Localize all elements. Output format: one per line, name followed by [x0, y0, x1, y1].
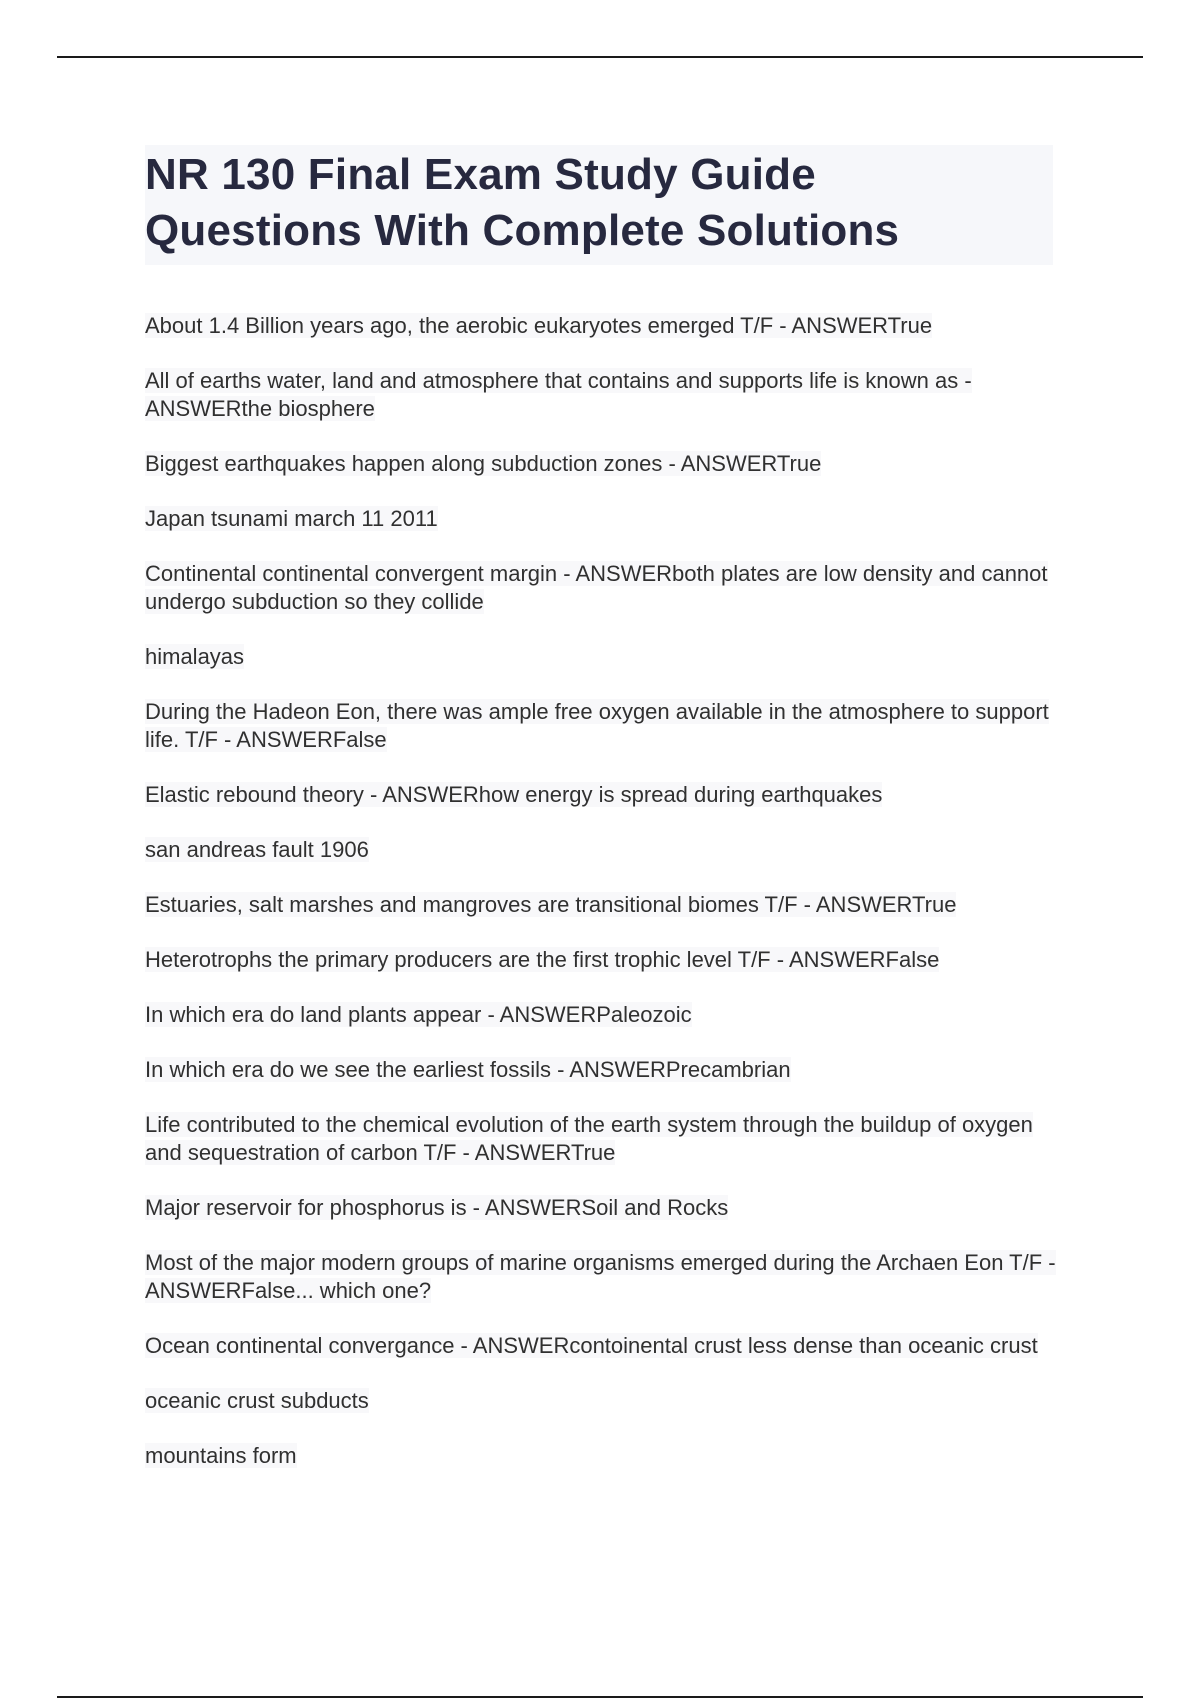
list-item: [145, 1001, 1065, 1029]
list-item: [145, 1442, 1065, 1470]
question-text: About 1.4 Billion years ago, the aerobic eukaryotes emerged T/F - ANSWERTrue: [145, 313, 933, 338]
question-text: san andreas fault 1906: [145, 837, 369, 862]
title-line-2: Questions With Complete Solutions: [145, 206, 900, 255]
question-text: Continental continental convergent margin - ANSWERboth plates are low density and cannot undergo subduction so they collide: [145, 561, 1048, 614]
question-text: Ocean continental convergance - ANSWERcontoinental crust less dense than oceanic crust: [145, 1333, 1038, 1358]
question-text: Major reservoir for phosphorus is - ANSWERSoil and Rocks: [145, 1195, 729, 1220]
list-item: [145, 1111, 1065, 1167]
question-text: oceanic crust subducts: [145, 1388, 369, 1413]
top-rule: [57, 56, 1143, 58]
question-text: Elastic rebound theory - ANSWERhow energy is spread during earthquakes: [145, 782, 883, 807]
question-text: Life contributed to the chemical evolution of the earth system through the buildup of oxygen and sequestration of carbon T/F - ANSWERTrue: [145, 1112, 1033, 1165]
question-text: Most of the major modern groups of marine organisms emerged during the Archaen Eon T/F - ANSWERFalse... which one?: [145, 1250, 1056, 1303]
question-text: In which era do land plants appear - ANSWERPaleozoic: [145, 1002, 692, 1027]
list-item: [145, 1332, 1065, 1360]
question-text: himalayas: [145, 644, 245, 669]
list-item: [145, 643, 1065, 671]
question-text: mountains form: [145, 1443, 297, 1468]
list-item: [145, 946, 1065, 974]
list-item: [145, 505, 1065, 533]
list-item: [145, 450, 1065, 478]
question-text: All of earths water, land and atmosphere that contains and supports life is known as - ANSWERthe biosphere: [145, 368, 972, 421]
list-item: [145, 698, 1065, 754]
list-item: [145, 367, 1065, 423]
title-line-1: NR 130 Final Exam Study Guide: [145, 150, 816, 199]
list-item: [145, 836, 1065, 864]
question-text: Estuaries, salt marshes and mangroves are transitional biomes T/F - ANSWERTrue: [145, 892, 957, 917]
list-item: [145, 560, 1065, 616]
list-item: [145, 1056, 1065, 1084]
question-text: Japan tsunami march 11 2011: [145, 506, 438, 531]
list-item: [145, 1387, 1065, 1415]
list-item: [145, 781, 1065, 809]
list-item: [145, 1194, 1065, 1222]
list-item: [145, 312, 1065, 340]
bottom-rule: [57, 1696, 1143, 1698]
question-text: In which era do we see the earliest fossils - ANSWERPrecambrian: [145, 1057, 791, 1082]
page-title: [145, 145, 1053, 265]
question-text: Biggest earthquakes happen along subduction zones - ANSWERTrue: [145, 451, 822, 476]
question-list: [145, 312, 1065, 1497]
list-item: [145, 891, 1065, 919]
question-text: During the Hadeon Eon, there was ample free oxygen available in the atmosphere to support life. T/F - ANSWERFalse: [145, 699, 1049, 752]
question-text: Heterotrophs the primary producers are the first trophic level T/F - ANSWERFalse: [145, 947, 940, 972]
list-item: [145, 1249, 1065, 1305]
